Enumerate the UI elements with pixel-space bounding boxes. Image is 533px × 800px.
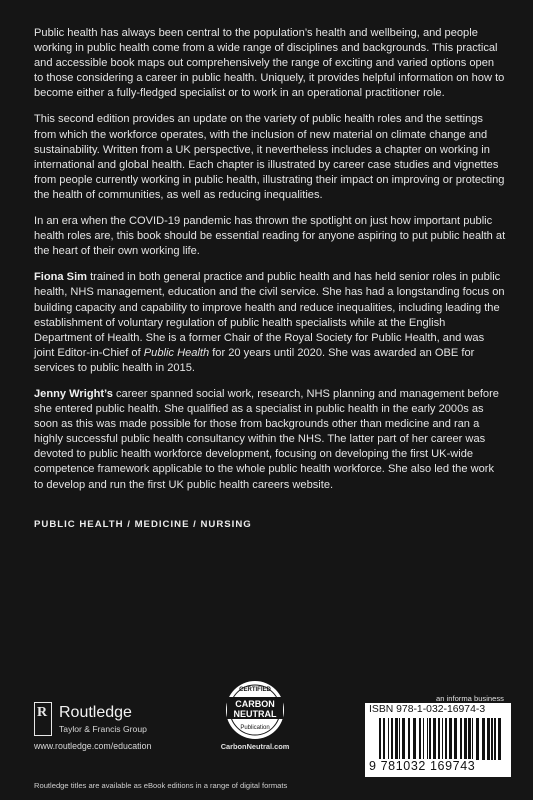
bio-wright-text: career spanned social work, research, NHS planning and management before she entered public health. She qualified as a specialist in public health in the early 2000s as soon as this was made possible for those from backgrounds other than medicine and ran a highly successful public health consultancy within the NHS. The latter part of her career was devoted to public health workforce development, focusing on developing the first UK-wide competence framework applicable to the whole public health workforce. She also led the work to develop and run the first UK public health careers website.	[34, 387, 499, 491]
author-name-sim: Fiona Sim	[34, 271, 88, 284]
blurb-paragraph-2: This second edition provides an update on the variety of public health roles and the settings from which the workforce operates, with the inclusion of new material on climate change and sustainability. Written from a UK perspective, it nevertheless includes a chapter on working in international and global health. Each chapter is illustrated by career case studies and vignettes from people currently working in public health, illustrating their impact on improving or protecting the health of communities, as well as reducing inequalities.	[34, 113, 505, 201]
subject-categories: PUBLIC HEALTH / MEDICINE / NURSING	[34, 519, 252, 530]
carbon-neutral-badge	[210, 678, 300, 758]
carbon-main-1: CARBON	[235, 699, 275, 709]
routledge-logo-letter: R	[37, 705, 48, 720]
blurb-paragraph-3: In an era when the COVID-19 pandemic has thrown the spotlight on just how important public health roles are, this book should be essential reading for anyone aspiring to put public health at the heart of their own working life.	[34, 215, 506, 258]
publisher-url: www.routledge.com/education	[34, 741, 152, 751]
informa-tagline: an informa business	[436, 694, 504, 703]
bio-sim-text-a: trained in both general practice and public health and has held senior roles in public health, NHS management, education and the civil service. She has had a longstanding focus on building capacity and capability to improve health and reduce inequalities, including leading the establishment of voluntary regulation of public health specialists while at the English Department of Health. She is a former Chair of the Royal Society for Public Health, and was joint Editor-in-Chief of	[34, 271, 505, 359]
carbon-sub-text: Publication	[240, 725, 270, 731]
publisher-group: Taylor & Francis Group	[59, 724, 147, 734]
author-name-wright: Jenny Wright’s	[34, 387, 113, 400]
bio-sim-text-b: for 20 years until 2020. She was awarded an OBE for services to public health in 2015.	[34, 346, 475, 374]
publisher-block	[34, 702, 214, 752]
routledge-logo	[34, 702, 52, 736]
carbon-neutral-seal-icon	[210, 678, 300, 742]
barcode-digits: 9 781032 169743	[369, 759, 476, 773]
carbon-top-text: CERTIFIED	[239, 687, 271, 693]
back-cover-blurb	[34, 26, 506, 504]
carbon-neutral-url: CarbonNeutral.com	[220, 742, 290, 751]
author-bio-wright	[34, 387, 506, 493]
isbn-barcode	[365, 703, 511, 777]
blurb-paragraph-1: Public health has always been central to the population’s health and wellbeing, and people working in public health come from a wide range of disciplines and backgrounds. This practical and accessible book maps out comprehensively the range of exciting and varied options open to those considering a career in public health. Uniquely, it provides helpful information on how to become either a fully-fledged specialist or to work in an operational practitioner role.	[34, 27, 505, 100]
carbon-main-2: NEUTRAL	[233, 709, 277, 719]
isbn-number: ISBN 978-1-032-16974-3	[369, 704, 486, 715]
ebook-note: Routledge titles are available as eBook editions in a range of digital formats	[34, 781, 288, 790]
publisher-name: Routledge	[59, 704, 132, 721]
journal-title: Public Health	[143, 346, 210, 359]
author-bio-sim	[34, 270, 506, 376]
